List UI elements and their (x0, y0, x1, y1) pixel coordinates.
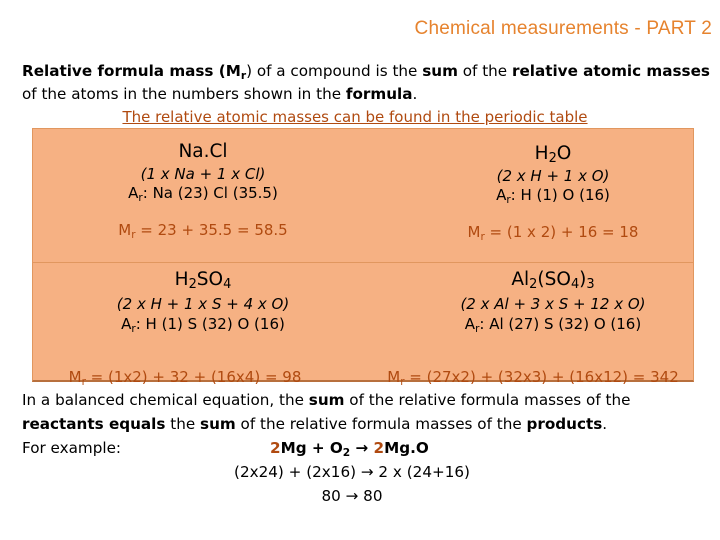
water-o: O (556, 143, 572, 164)
mr-letter: M (387, 368, 401, 386)
nacl-mr (83, 221, 323, 239)
mr-letter: M (68, 368, 82, 386)
equation-product: Mg.O (384, 439, 429, 457)
sulfuric-mr-calc: = (1x2) + 32 + (16x4) = 98 (85, 368, 302, 386)
intro-text-3: of the (457, 62, 512, 80)
intro-subscript: r (240, 69, 247, 82)
tail-text-1: In a balanced chemical equation, the (22, 391, 309, 409)
examples-box-top (32, 128, 694, 269)
water-ar-values: : H (1) O (16) (510, 186, 610, 204)
mr-letter: M (467, 223, 481, 241)
tail-products: products (526, 415, 603, 433)
alsulfate-mr-calc: = (27x2) + (32x3) + (16x12) = 342 (404, 368, 679, 386)
intro-text-1: Relative formula mass (M (22, 62, 241, 80)
water-mr (423, 223, 683, 241)
tail-text-3: the (165, 415, 201, 433)
intro-sum-word: sum (422, 62, 458, 80)
intro-ram-word: relative atomic masses (511, 62, 710, 80)
alsulfate-name (423, 269, 683, 290)
example-equation (270, 436, 429, 460)
ar-letter: A (128, 184, 139, 202)
ar-letter: A (121, 315, 132, 333)
tail-text-5: . (602, 415, 608, 433)
periodic-table-note: The relative atomic masses can be found in the periodic table (122, 108, 588, 126)
tail-text-2: of the relative formula masses of the (344, 391, 631, 409)
sulfuric-sub-1: 2 (188, 277, 197, 292)
sulfuric-mr (40, 368, 330, 386)
ar-subscript: r (131, 323, 136, 335)
arrow-icon: → (350, 439, 374, 457)
water-column (423, 143, 683, 241)
equation-reactants: Mg + O (280, 439, 343, 457)
tail-sum-2: sum (200, 415, 236, 433)
sulfuric-h: H (174, 269, 189, 290)
ar-letter: A (464, 315, 476, 333)
oxygen-subscript: 2 (342, 446, 351, 459)
alsulfate-al: Al (511, 269, 530, 290)
sulfuric-so: SO (196, 269, 224, 290)
intro-paragraph (22, 60, 712, 106)
water-composition: (2 x H + 1 x O) (496, 167, 610, 185)
sulfuric-ar (83, 315, 323, 333)
tail-sentence (22, 388, 712, 436)
nacl-ar (83, 184, 323, 202)
coefficient-2: 2 (373, 439, 385, 457)
sulfuric-composition: (2 x H + 1 x S + 4 x O) (116, 295, 290, 313)
tail-reactants: reactants equals (22, 415, 166, 433)
alsulfate-paren: ) (579, 269, 587, 290)
ar-subscript: r (475, 323, 480, 335)
water-subscript: 2 (548, 151, 557, 166)
example-calc-line: (2x24) + (2x16) → 2 x (24+16) (234, 463, 470, 481)
alsulfate-composition: (2 x Al + 3 x S + 12 x O) (460, 295, 646, 313)
mr-subscript: r (480, 231, 485, 243)
sulfuric-sub-2: 4 (223, 277, 232, 292)
alsulfate-column (423, 269, 683, 333)
mr-subscript: r (81, 376, 86, 388)
alsulfate-ar-values: : Al (27) S (32) O (16) (479, 315, 642, 333)
example-label: For example: (22, 439, 122, 457)
alsulfate-sub-1: 2 (529, 277, 538, 292)
intro-formula-word: formula (345, 85, 413, 103)
ar-subscript: r (506, 194, 511, 206)
example-line (22, 436, 712, 460)
alsulfate-so: (SO (537, 269, 571, 290)
sulfuric-column (83, 269, 323, 333)
alsulfate-mr (378, 368, 688, 386)
sulfuric-ar-values: : H (1) S (32) O (16) (135, 315, 285, 333)
mr-subscript: r (131, 229, 136, 241)
nacl-composition: (1 x Na + 1 x Cl) (140, 165, 266, 183)
coefficient-1: 2 (270, 439, 281, 457)
nacl-name: Na.Cl (178, 141, 228, 162)
water-name (423, 143, 683, 164)
intro-text-4: of the atoms in the numbers shown in the (22, 85, 346, 103)
slide-title: Chemical measurements - PART 2 (414, 18, 712, 39)
examples-box-bottom (32, 262, 694, 382)
nacl-column (83, 141, 323, 239)
tail-sum-1: sum (308, 391, 345, 409)
alsulfate-sub-2: 4 (570, 277, 580, 292)
alsulfate-ar (423, 315, 683, 333)
example-result-line: 80 → 80 (321, 487, 383, 505)
intro-text-2: ) of a compound is the (246, 62, 423, 80)
ar-letter: A (496, 186, 507, 204)
mr-subscript: r (400, 376, 405, 388)
alsulfate-sub-3: 3 (586, 277, 595, 292)
intro-lead (22, 62, 246, 80)
water-ar (423, 186, 683, 204)
nacl-ar-values: : Na (23) Cl (35.5) (142, 184, 278, 202)
water-h: H (534, 143, 549, 164)
ar-subscript: r (138, 192, 143, 204)
mr-letter: M (118, 221, 132, 239)
balanced-equation-paragraph (22, 388, 712, 508)
tail-text-4: of the relative formula masses of the (235, 415, 527, 433)
water-mr-calc: = (1 x 2) + 16 = 18 (484, 223, 639, 241)
sulfuric-name (83, 269, 323, 290)
nacl-mr-calc: = 23 + 35.5 = 58.5 (135, 221, 288, 239)
intro-text-5: . (412, 85, 418, 103)
